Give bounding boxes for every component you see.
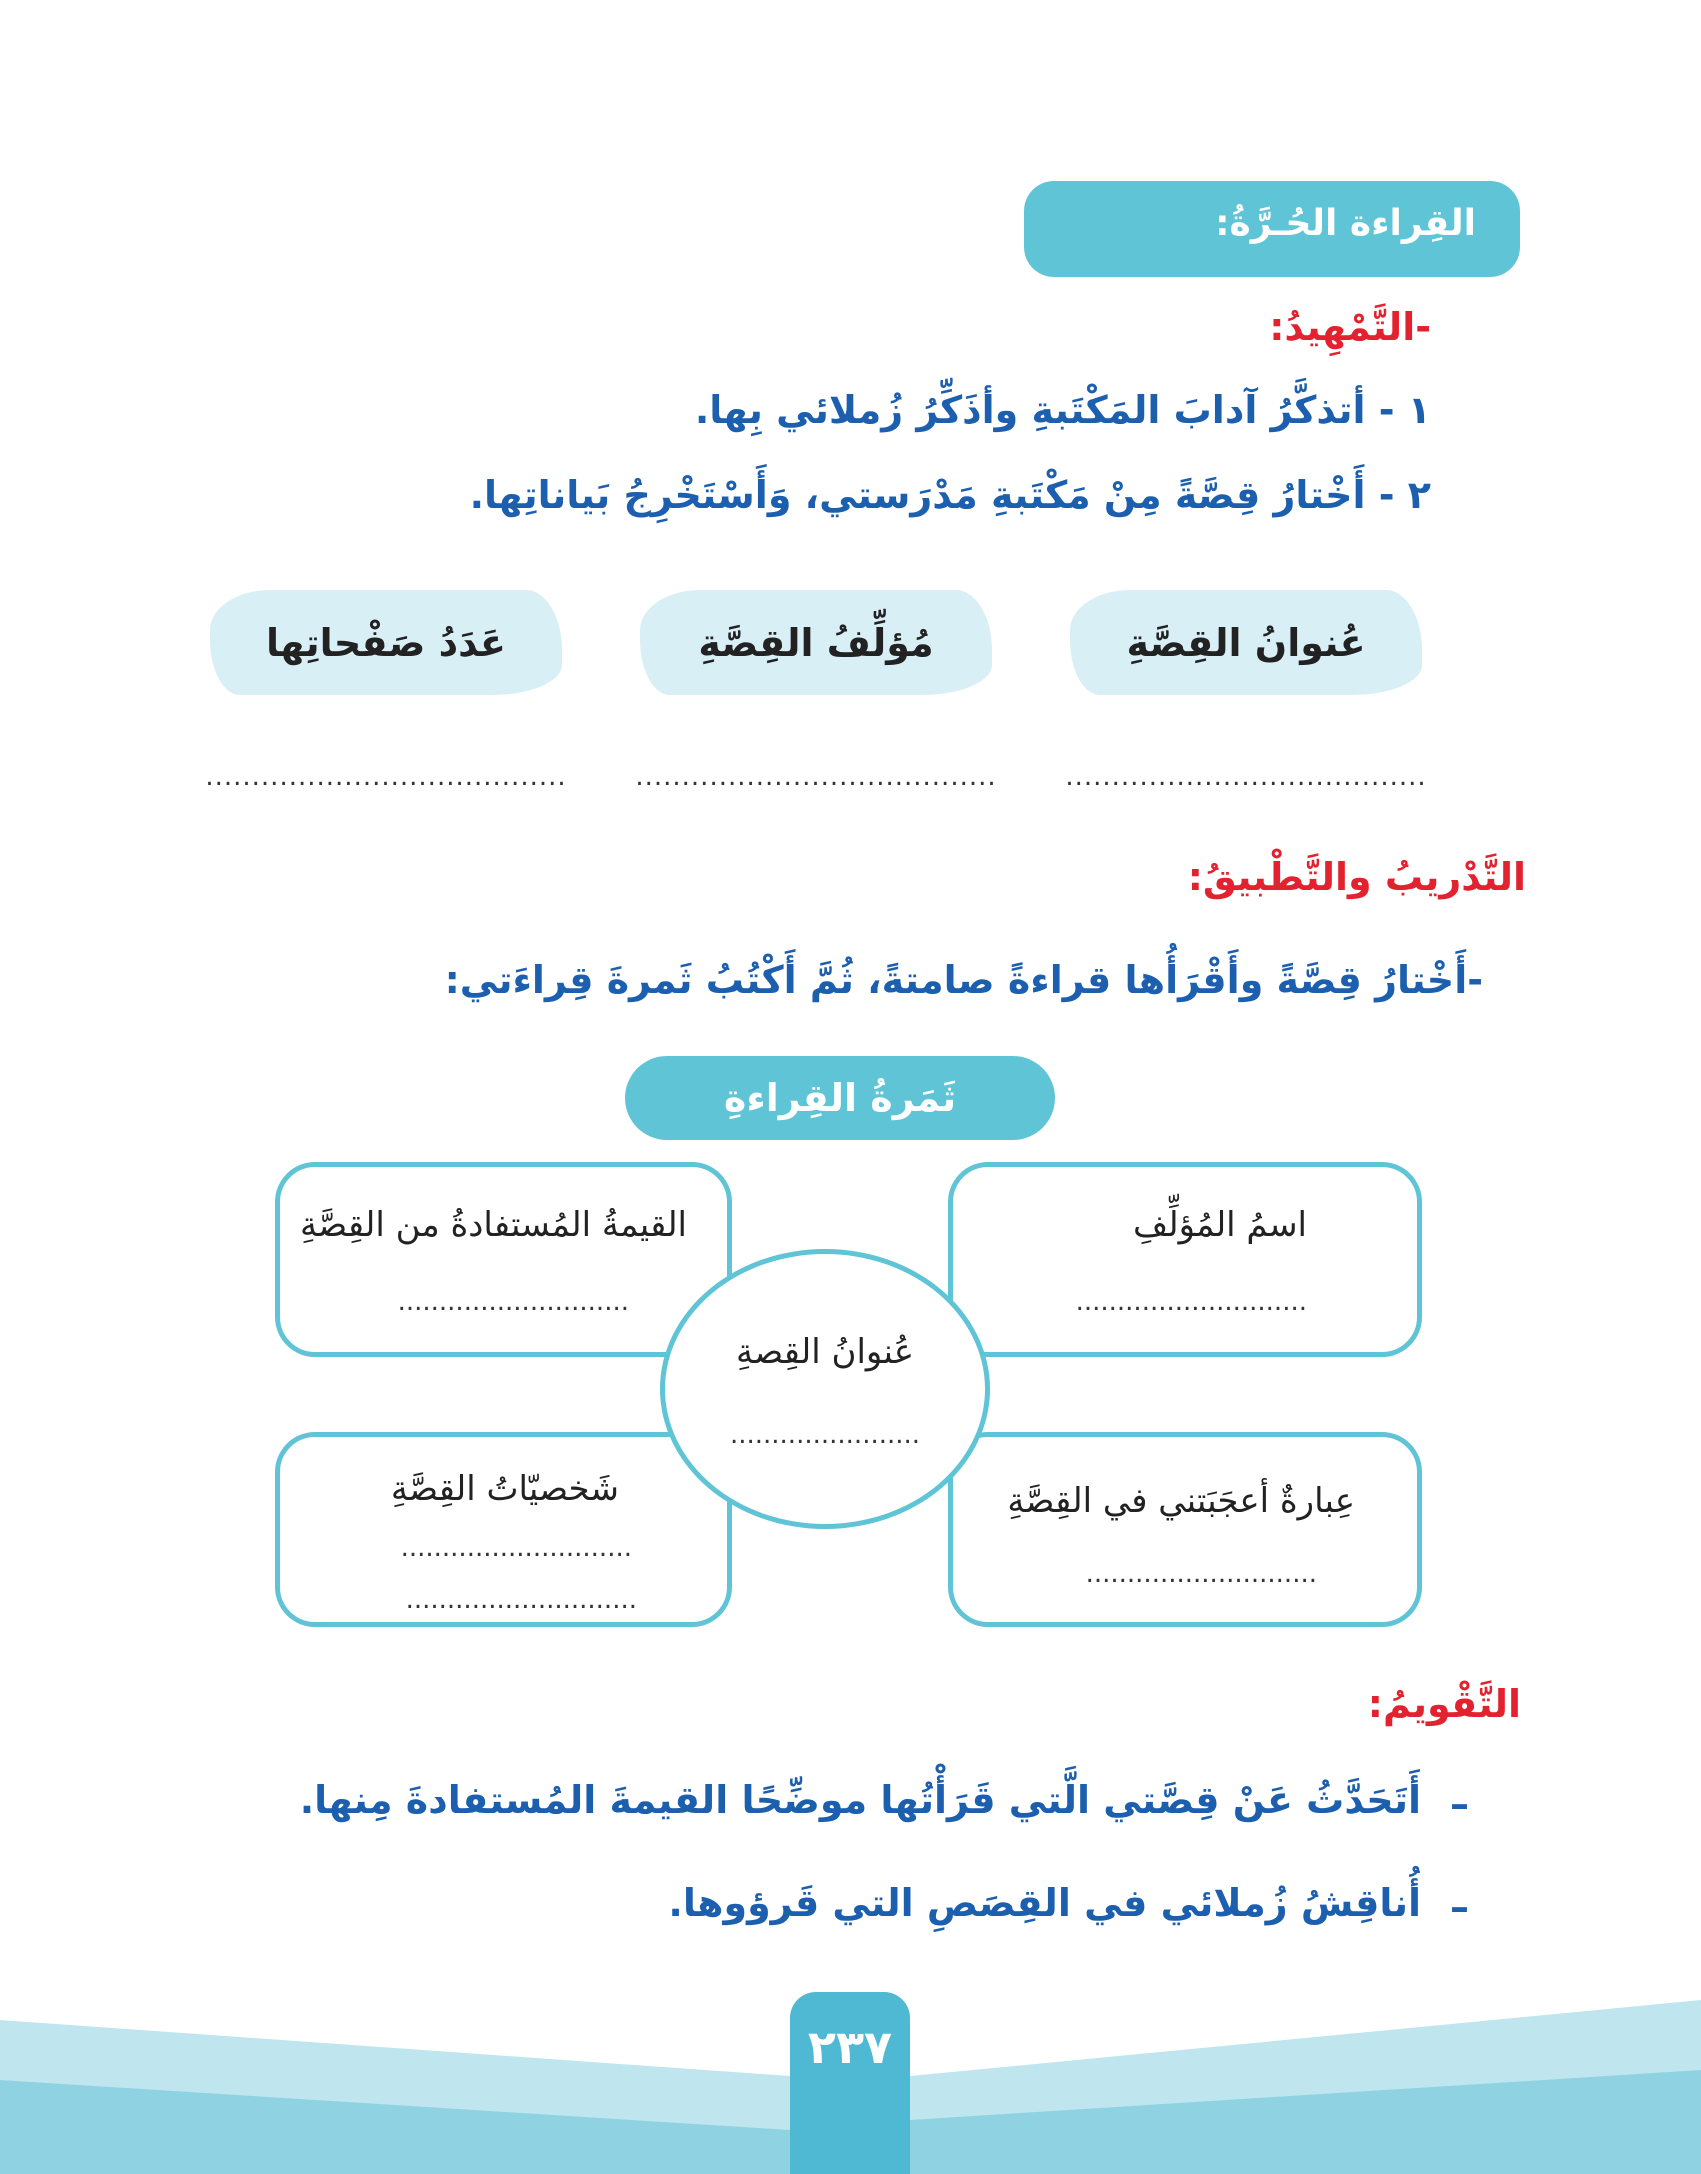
practice-heading: التَّدْريبُ والتَّطْبيقُ:: [1187, 855, 1526, 899]
intro-item-2: ٢ - أَخْتارُ قِصَّةً مِنْ مَكْتَبةِ مَدْرَستي، وَأَسْتَخْرِجُ بَياناتِها.: [469, 473, 1431, 517]
center-story-title-label: عُنوانُ القِصةِ: [735, 1332, 915, 1372]
story-title-label: عُنوانُ القِصَّةِ: [1070, 590, 1422, 695]
box-value-learned-answer[interactable]: ............................: [397, 1287, 629, 1317]
story-author-answer[interactable]: .......................................: [635, 762, 997, 792]
box-characters-label: شَخصيّاتُ القِصَّةِ: [390, 1469, 619, 1509]
box-favorite-phrase: [948, 1432, 1422, 1627]
box-characters-answer-2[interactable]: ............................: [405, 1585, 637, 1615]
box-characters-answer-1[interactable]: ............................: [400, 1533, 632, 1563]
story-title-answer[interactable]: .......................................: [1065, 762, 1427, 792]
evaluation-dash-1: –: [1450, 1782, 1469, 1826]
section-title: القِراءة الحُـرَّةُ:: [1215, 203, 1476, 244]
box-author-name-answer[interactable]: ............................: [1075, 1287, 1307, 1317]
box-author-name: [948, 1162, 1422, 1357]
practice-instruction: -أَخْتارُ قِصَّةً وأَقْرَأُها قراءةً صامتةً، ثُمَّ أَكْتُبُ ثَمرةَ قِراءَتي:: [444, 958, 1483, 1002]
evaluation-dash-2: –: [1450, 1885, 1469, 1929]
evaluation-heading: التَّقْويمُ:: [1367, 1682, 1521, 1726]
intro-heading: -التَّمْهِيدُ:: [1269, 305, 1431, 349]
box-favorite-phrase-label: عِبارةٌ أعجَبَتني في القِصَّةِ: [1007, 1481, 1355, 1521]
box-value-learned: [275, 1162, 732, 1357]
center-story-title-answer[interactable]: .......................: [729, 1420, 921, 1450]
box-author-name-label: اسمُ المُؤلِّفِ: [1133, 1205, 1307, 1245]
box-characters: [275, 1432, 732, 1627]
evaluation-item-1: أَتَحَدَّثُ عَنْ قِصَّتي الَّتي قَرَأْتُها موضِّحًا القيمةَ المُستفادةَ مِنها.: [299, 1778, 1421, 1822]
center-story-title: [660, 1249, 990, 1529]
box-value-learned-label: القيمةُ المُستفادةُ من القِصَّةِ: [300, 1205, 687, 1245]
section-title-pill: [1024, 181, 1520, 277]
intro-item-1: ١ - أتذكَّرُ آدابَ المَكْتَبةِ وأذَكِّرُ زُملائي بِها.: [694, 388, 1431, 432]
reading-fruit-title-text: ثَمَرةُ القِراءةِ: [723, 1076, 957, 1120]
story-pages-label: عَدَدُ صَفْحاتِها: [210, 590, 562, 695]
reading-fruit-title: [625, 1056, 1055, 1140]
story-pages-answer[interactable]: .......................................: [205, 762, 567, 792]
box-favorite-phrase-answer[interactable]: ............................: [1085, 1559, 1317, 1589]
story-author-label: مُؤلِّفُ القِصَّةِ: [640, 590, 992, 695]
evaluation-item-2: أُناقِشُ زُملائي في القِصَصِ التي قَرؤوها.: [668, 1881, 1421, 1925]
page-number: ٢٣٧: [790, 1992, 910, 2174]
